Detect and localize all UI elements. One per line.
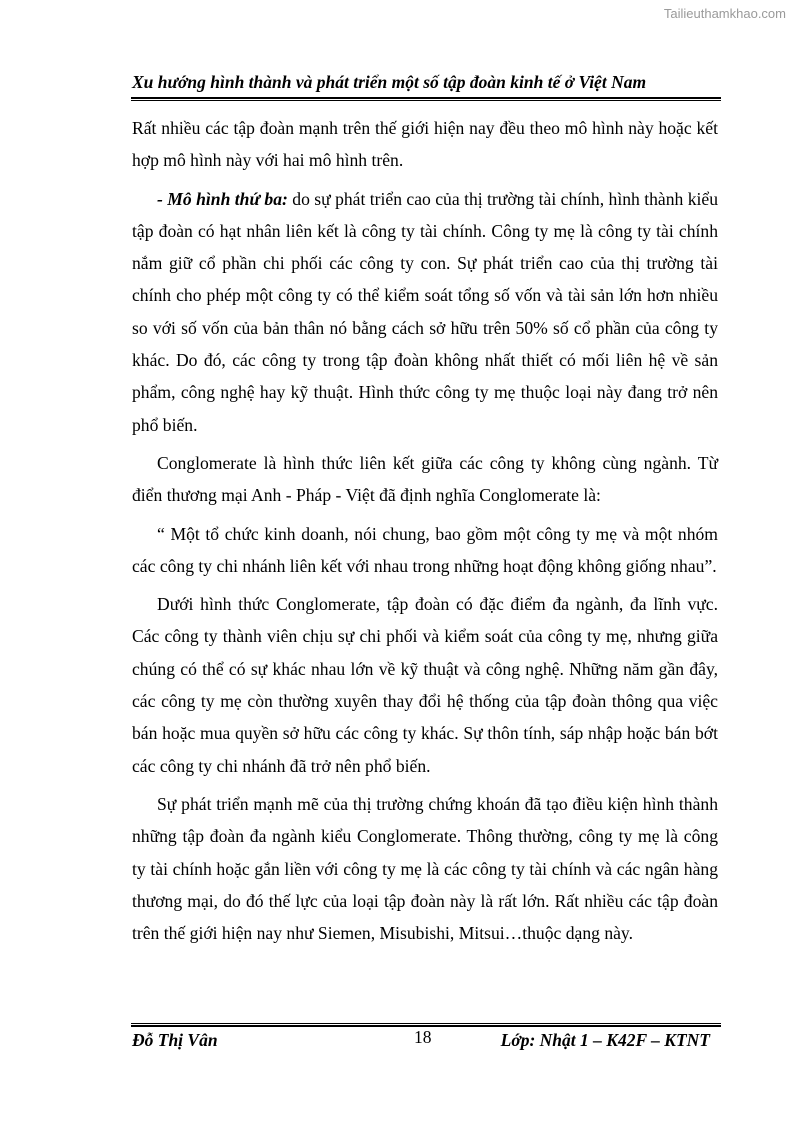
- page-header-title: Xu hướng hình thành và phát triển một số tập đoàn kinh tế ở Việt Nam: [132, 72, 647, 92]
- document-body: [132, 112, 718, 955]
- model-three-label: - Mô hình thứ ba:: [157, 188, 288, 209]
- paragraph-3: Conglomerate là hình thức liên kết giữa các công ty không cùng ngành. Từ điển thương mại Anh - Pháp - Việt đã định nghĩa Conglomerate là:: [132, 452, 718, 506]
- footer-class-info: Lớp: Nhật 1 – K42F – KTNT: [500, 1030, 710, 1050]
- paragraph-2-text: do sự phát triển cao của thị trường tài chính, hình thành kiểu tập đoàn có hạt nhân liên kết là công ty tài chính. Công ty mẹ là công ty tài chính nắm giữ cổ phần chi phối các công ty con. Sự phát triển cao của thị trường tài chính cho phép một công ty có thể kiểm soát tổng số vốn và tài sản lớn hơn nhiều so với số vốn của bản thân nó bằng cách sở hữu trên 50% số cổ phần của công ty khác. Do đó, các công ty trong tập đoàn không nhất thiết có mối liên hệ về sản phẩm, công nghệ hay kỹ thuật. Hình thức công ty mẹ thuộc loại này đang trở nên phổ biến.: [132, 188, 719, 435]
- paragraph-2: [132, 183, 718, 441]
- paragraph-5: Dưới hình thức Conglomerate, tập đoàn có đặc điểm đa ngành, đa lĩnh vực. Các công ty thành viên chịu sự chi phối và kiểm soát của công ty mẹ, nhưng giữa chúng có thể có sự khác nhau lớn về kỹ thuật và công nghệ. Những năm gần đây, các công ty mẹ còn thường xuyên thay đổi hệ thống của tập đoàn thông qua việc bán hoặc mua quyền sở hữu các công ty khác. Sự thôn tính, sáp nhập hoặc bán bớt các công ty chi nhánh đã trở nên phổ biến.: [132, 594, 718, 776]
- paragraph-6: Sự phát triển mạnh mẽ của thị trường chứng khoán đã tạo điều kiện hình thành những tập đoàn đa ngành kiểu Conglomerate. Thông thường, công ty mẹ là công ty tài chính hoặc gắn liền với công ty mẹ là các công ty tài chính và các ngân hàng thương mại, do đó thế lực của loại tập đoàn này là rất lớn. Rất nhiều các tập đoàn trên thế giới hiện nay như Siemen, Misubishi, Mitsui…thuộc dạng này.: [132, 793, 718, 944]
- header-divider: [131, 97, 721, 101]
- footer-author: Đỗ Thị Vân: [132, 1030, 218, 1050]
- page-number: 18: [414, 1027, 432, 1047]
- paragraph-4-quote: “ Một tổ chức kinh doanh, nói chung, bao gồm một công ty mẹ và một nhóm các công ty chi nhánh liên kết với nhau trong những hoạt động không giống nhau”.: [132, 523, 718, 576]
- paragraph-1: Rất nhiều các tập đoàn mạnh trên thế giới hiện nay đều theo mô hình này hoặc kết hợp mô hình này với hai mô hình trên.: [132, 118, 718, 171]
- watermark-text: Tailieuthamkhao.com: [663, 6, 786, 21]
